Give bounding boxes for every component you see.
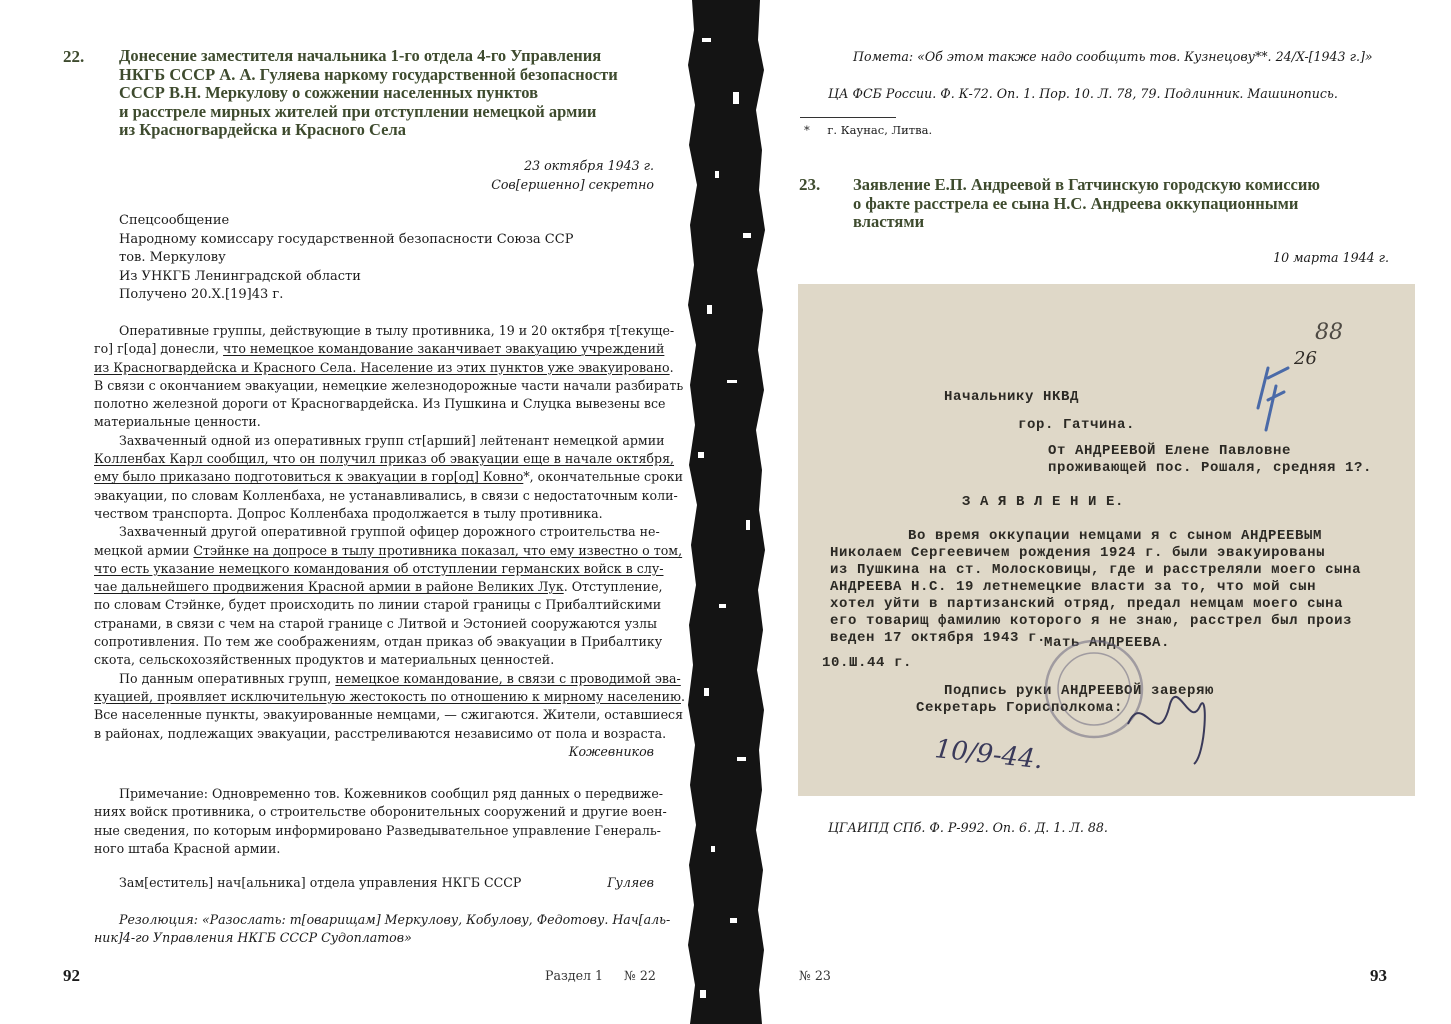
underlined-text: немецкое командование, в связи с проводимой эва- [335,670,681,686]
title-line: и расстреле мирных жителей при отступлении немецкой армии [119,101,597,121]
text-line: скота, сельскохозяйственных продуктов и материальных ценностей. [94,652,555,668]
scan-handwritten-date: 10/9-44. [933,734,1045,776]
text-line: в районах, подлежащих эвакуации, расстреливаются независимо от пола и возраста. [94,725,667,741]
gutter-fill [688,0,765,1024]
scan-corner-number: 26 [1294,348,1317,369]
title-line: из Красногвардейска и Красного Села [119,120,406,139]
scan-text: АНДРЕЕВА Н.С. 19 летнемецкие власти за то, что мой сын [830,579,1317,595]
signer-row [119,875,654,890]
text-line: ниях войск противника, о строительстве оборонительных сооружений и другие воен- [94,804,667,820]
scanned-document [798,284,1415,796]
title-line: властями [853,212,925,231]
speck [698,452,704,458]
footnote [804,123,932,137]
speck [704,688,709,696]
title-line: СССР В.Н. Меркулову о сожжении населенных пунктов [119,83,539,102]
scan-mother-signature: Мать АНДРЕЕВА. [1044,635,1171,651]
scan-text: веден 17 октября 1943 г. [830,630,1047,646]
text-line: материальные ценности. [94,414,261,430]
speck [711,846,715,852]
scan-certify: Подпись руки АНДРЕЕВОЙ заверяю [944,683,1215,699]
document-date: 10 марта 1944 г. [1273,250,1389,265]
archive-reference: ЦА ФСБ России. Ф. К-72. Оп. 1. Пор. 10. Л. 78, 79. Подлинник. Машинопись. [828,86,1338,101]
resolution-block [94,911,671,948]
text-span: мецкой армии [94,542,190,558]
scan-corner-number: 88 [1315,320,1343,345]
speck [733,92,739,104]
document-ref: № 23 [799,968,831,983]
document-number: 23. [799,175,821,194]
address-line: Народному комиссару государственной безопасности Союза ССР [119,231,574,247]
signer-name: Гуляев [607,875,654,890]
speck [727,380,737,383]
title-line: о факте расстрела ее сына Н.С. Андреева оккупационными [853,193,1299,213]
document-date: 23 октября 1943 г. [524,158,654,173]
speck [737,757,746,761]
scan-text: хотел уйти в партизанский отряд, предал немцам моего сына [830,596,1344,612]
text-span: го] г[ода] донесли, [94,341,220,357]
scan-image [798,284,1415,796]
speck [702,38,711,42]
text-line: Оперативные группы, действующие в тылу противника, 19 и 20 октября т[текуще- [119,323,675,338]
scan-text: его товарищ фамилию которого я не знаю, расстрел был произ [830,613,1353,629]
address-block [119,212,573,305]
footnote-text: г. Каунас, Литва. [827,123,933,137]
page-number: 93 [1370,966,1387,985]
text-line: сопротивления. По тем же соображениям, отдан приказ об эвакуации в Прибалтику [94,634,663,650]
title-line: Донесение заместителя начальника 1-го отдела 4-го Управления [119,46,602,65]
speck [743,233,751,238]
scan-certify: Секретарь Горисполкома: [916,700,1124,716]
scan-text: Во время оккупации немцами я с сыном АНДРЕЕВЫМ [908,528,1323,544]
text-line: ного штаба Красной армии. [94,840,281,856]
report-body [94,322,685,761]
text-span: По данным оперативных групп, [119,670,332,686]
text-line: Захваченный одной из оперативных групп ст[арший] лейтенант немецкой армии [119,432,665,448]
scan-addressee: От АНДРЕЕВОЙ Елене Павловне [1048,443,1292,459]
title-line: Заявление Е.П. Андреевой в Гатчинскую городскую комиссию [853,175,1320,194]
text-span: . Отступление, [563,579,663,595]
scan-typed-date: 10.Ш.44 г. [822,655,913,671]
underlined-text: что есть указание немецкого командования об отступлении германских войск в слу- [94,560,664,576]
section-label: Раздел 1 [545,968,604,983]
speck [715,171,719,178]
signature-kozhevnikov: Кожевников [568,743,654,759]
speck [707,305,712,314]
classification: Сов[ершенно] секретно [491,177,654,192]
address-line: тов. Меркулову [119,250,226,265]
underlined-text: что немецкое командование заканчивает эвакуацию учреждений [223,341,665,357]
scan-heading: З А Я В Л Е Н И Е. [962,494,1125,510]
scan-addressee: гор. Гатчина. [1018,417,1136,433]
text-line: эвакуации, по словам Колленбаха, не устанавливались, в связи с недостаточным коли- [94,487,678,503]
underlined-text: из Красногвардейска и Красного Села. Население из этих пунктов уже эвакуировано [94,359,670,375]
footnote-rule [800,117,896,118]
underlined-text: Стэйнке на допросе в тылу противника показал, что ему известно о том, [193,542,683,558]
text-span: *, окончательные сроки [523,469,683,485]
address-line: Из УНКГБ Ленинградской области [119,268,361,284]
underlined-text: куацией, проявляет исключительную жестокость по отношению к мирному населению [94,688,681,704]
speck [719,604,726,608]
scan-addressee: Начальнику НКВД [944,389,1080,405]
document-number: 22. [63,47,85,66]
text-line: Захваченный другой оперативной группой офицер дорожного строительства не- [119,524,660,540]
underlined-text: ему было приказано подготовиться к эвакуации в гор[од] Ковно [94,469,524,485]
title-line: НКГБ СССР А. А. Гуляева наркому государственной безопасности [119,64,618,84]
scan-addressee: проживающей пос. Рошаля, средняя 1?. [1048,460,1373,476]
text-line: странами, в связи с чем на старой границе с Литвой и Эстонией сооружаются узлы [94,615,658,631]
footnote-mark: * [804,123,810,137]
page-number: 92 [63,966,80,985]
text-span: . [680,688,685,704]
underlined-text: чае дальнейшего продвижения Красной армии в районе Великих Лук [94,579,564,595]
date-block [1273,248,1389,267]
speck [746,520,750,530]
note-block [94,785,667,858]
scan-text: из Пушкина на ст. Молосковицы, где и расстреляли моего сына [830,562,1362,578]
resolution-mark: Помета: «Об этом также надо сообщить тов. Кузнецову**. 24/X-[1943 г.]» [853,49,1373,64]
text-line: чеством транспорта. Допрос Колленбаха продолжается в тылу противника. [94,505,603,521]
text-line: ные сведения, по которым информировано Разведывательное управление Генераль- [94,822,661,838]
signer-position: Зам[еститель] нач[альника] отдела управления НКГБ СССР [119,875,522,890]
document-title [853,176,1320,232]
speck [700,990,706,998]
book-gutter [686,0,766,1024]
text-line: В связи с окончанием эвакуации, немецкие железнодорожные части начали разбирать [94,377,684,393]
text-line: ник]4-го Управления НКГБ СССР Судоплатов» [94,930,412,946]
scan-text: Николаем Сергеевичем рождения 1924 г. были эвакуированы [830,545,1326,561]
document-ref: № 22 [624,968,656,983]
left-page [0,0,686,1024]
text-line: Резолюция: «Разослать: т[оварищам] Меркулову, Кобулову, Федотову. Нач[аль- [119,912,671,927]
text-span: . [669,359,674,375]
address-line: Спецсообщение [119,213,230,228]
text-line: Все населенные пункты, эвакуированные немцами, — сжигаются. Жители, оставшиеся [94,707,684,723]
underlined-text: Колленбах Карл сообщил, что он получил приказ об эвакуации еще в начале октября, [94,451,675,467]
text-line: Примечание: Одновременно тов. Кожевников сообщил ряд данных о передвиже- [119,786,664,801]
speck [730,918,737,923]
text-line: по словам Стэйнке, будет происходить по линии старой границы с Прибалтийскими [94,597,662,613]
address-line: Получено 20.X.[19]43 г. [119,287,284,302]
date-block [491,156,654,194]
scan-archive-caption: ЦГАИПД СПб. Ф. Р-992. Оп. 6. Д. 1. Л. 88. [828,820,1108,835]
document-title [119,47,618,140]
text-line: полотно железной дороги от Красногвардейска. Из Пушкина и Слуцка вывезены все [94,396,666,412]
